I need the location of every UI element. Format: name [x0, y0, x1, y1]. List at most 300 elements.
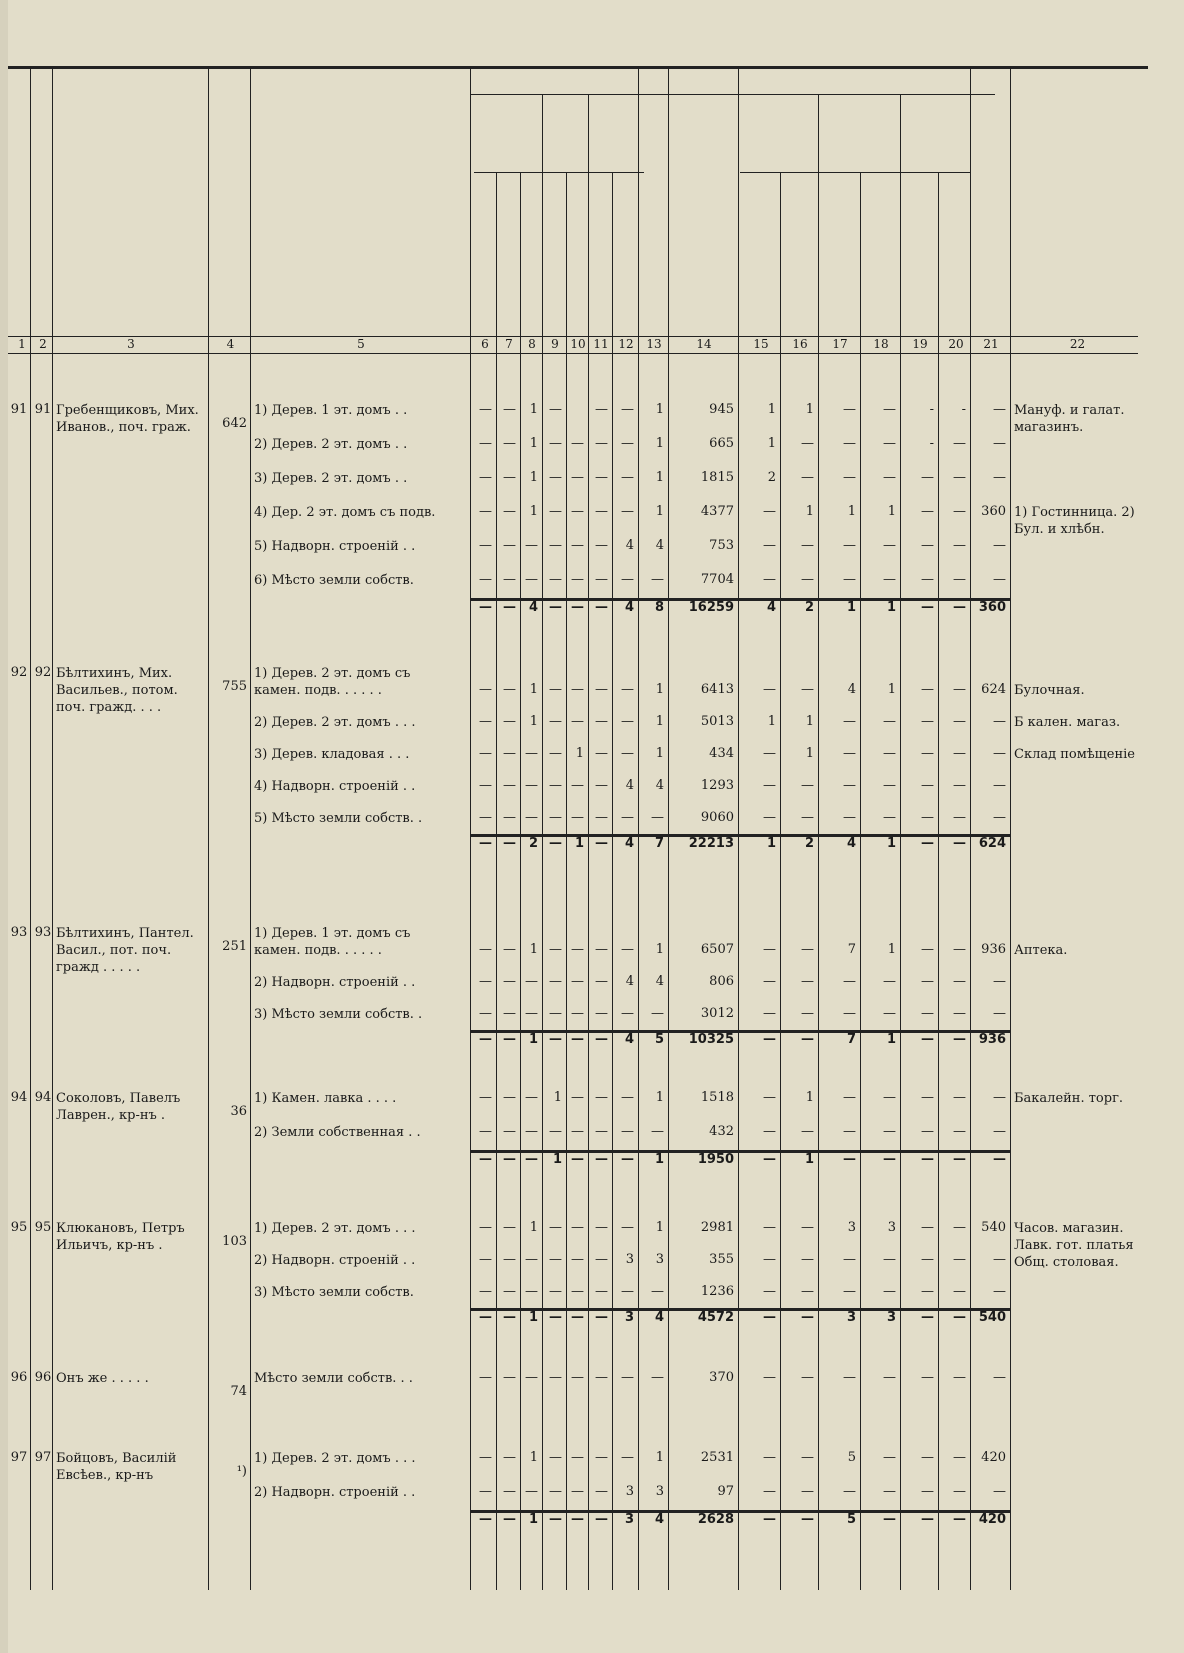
value-cell: —: [953, 1484, 966, 1499]
value-cell: —: [525, 1090, 538, 1105]
property-name: 1) Дерев. 1 эт. домъ . .: [254, 403, 408, 418]
subtotal-cell: 1: [886, 836, 896, 851]
value-cell: —: [921, 1220, 934, 1235]
value-cell: —: [993, 1284, 1006, 1299]
value-cell: 1: [655, 470, 664, 485]
value-cell: —: [921, 810, 934, 825]
subtotal-cell: —: [503, 836, 516, 851]
value-cell: —: [549, 942, 562, 957]
value-cell: —: [525, 572, 538, 587]
value-cell: —: [595, 942, 608, 957]
column-rule: [638, 66, 639, 1590]
value-cell: 1: [529, 436, 538, 451]
column-number: 4: [226, 337, 235, 351]
trade-name: Склад помѣщеніе: [1014, 747, 1135, 762]
subtotal-cell: —: [503, 600, 516, 615]
value-cell: —: [595, 1090, 608, 1105]
value-cell: —: [549, 1252, 562, 1267]
value-cell: —: [621, 1090, 634, 1105]
land-area: 36: [230, 1104, 247, 1119]
value-cell: —: [549, 1006, 562, 1021]
column-number: 12: [618, 337, 634, 351]
value-cell: 753: [709, 538, 734, 553]
subtotal-cell: —: [595, 1310, 608, 1325]
subtotal-cell: —: [953, 600, 966, 615]
value-cell: —: [953, 746, 966, 761]
value-cell: —: [763, 1370, 776, 1385]
property-name: 1) Дерев. 1 эт. домъ съ камен. подв. . . . . .: [254, 926, 411, 958]
value-cell: —: [479, 974, 492, 989]
subtotal-cell: —: [549, 1032, 562, 1047]
value-cell: —: [993, 572, 1006, 587]
value-cell: —: [503, 402, 516, 417]
value-cell: —: [621, 1220, 634, 1235]
property-name: 6) Мѣсто земли собств.: [254, 573, 414, 588]
trade-name: Булочная.: [1014, 683, 1085, 698]
column-rule: [208, 66, 209, 1590]
value-cell: —: [763, 1006, 776, 1021]
value-cell: —: [549, 1220, 562, 1235]
subtotal-cell: 2628: [697, 1512, 734, 1527]
value-cell: 9060: [700, 810, 734, 825]
value-cell: —: [503, 1006, 516, 1021]
value-cell: —: [763, 1220, 776, 1235]
property-name: 2) Земли собственная . .: [254, 1125, 421, 1140]
value-cell: —: [503, 1370, 516, 1385]
value-cell: —: [503, 1124, 516, 1139]
value-cell: —: [801, 974, 814, 989]
column-number: 17: [832, 337, 848, 351]
value-cell: —: [503, 1284, 516, 1299]
subtotal-cell: —: [503, 1512, 516, 1527]
value-cell: —: [921, 538, 934, 553]
value-cell: —: [503, 538, 516, 553]
owner-name: Онъ же . . . . .: [56, 1371, 149, 1386]
land-area: ¹): [236, 1464, 247, 1479]
value-cell: —: [595, 682, 608, 697]
column-number: 18: [873, 337, 889, 351]
subtotal-cell: —: [503, 1310, 516, 1325]
column-number: 16: [792, 337, 808, 351]
value-cell: —: [883, 402, 896, 417]
subtotal-cell: 4: [654, 1512, 664, 1527]
value-cell: 1: [655, 402, 664, 417]
value-cell: —: [843, 1090, 856, 1105]
land-area: 642: [222, 416, 247, 431]
value-cell: 4: [847, 682, 856, 697]
value-cell: —: [953, 714, 966, 729]
subtotal-cell: —: [571, 1032, 584, 1047]
value-cell: 1: [655, 1090, 664, 1105]
value-cell: —: [993, 470, 1006, 485]
column-number: 6: [481, 337, 489, 351]
value-cell: 355: [709, 1252, 734, 1267]
value-cell: 1: [655, 714, 664, 729]
value-cell: 420: [981, 1450, 1006, 1465]
value-cell: —: [525, 1284, 538, 1299]
subtotal-cell: —: [763, 1310, 776, 1325]
top-rule: [8, 66, 1148, 69]
value-cell: —: [595, 1284, 608, 1299]
subtotal-cell: —: [571, 1152, 584, 1167]
value-cell: —: [571, 1090, 584, 1105]
value-cell: —: [479, 1006, 492, 1021]
column-rule: [588, 94, 589, 1590]
value-cell: —: [763, 810, 776, 825]
value-cell: —: [763, 682, 776, 697]
subtotal-cell: 3: [624, 1512, 634, 1527]
value-cell: —: [801, 1370, 814, 1385]
value-cell: —: [953, 810, 966, 825]
value-cell: —: [993, 1484, 1006, 1499]
value-cell: —: [843, 402, 856, 417]
subtotal-cell: —: [763, 1152, 776, 1167]
column-number: 7: [505, 337, 513, 351]
value-cell: —: [479, 810, 492, 825]
value-cell: —: [883, 1284, 896, 1299]
value-cell: 1: [529, 470, 538, 485]
property-name: 5) Мѣсто земли собств. .: [254, 811, 423, 826]
value-cell: —: [801, 942, 814, 957]
subtotal-cell: 936: [978, 1032, 1006, 1047]
value-cell: 1815: [700, 470, 734, 485]
value-cell: —: [595, 436, 608, 451]
value-cell: —: [843, 746, 856, 761]
value-cell: 1: [655, 942, 664, 957]
plan-number: 96: [34, 1370, 52, 1385]
header-v12: [614, 180, 634, 330]
value-cell: 6413: [700, 682, 734, 697]
subtotal-cell: —: [921, 1152, 934, 1167]
value-cell: —: [479, 778, 492, 793]
value-cell: —: [993, 436, 1006, 451]
value-cell: —: [921, 1090, 934, 1105]
value-cell: —: [883, 1124, 896, 1139]
value-cell: —: [993, 538, 1006, 553]
subtotal-cell: 2: [528, 836, 538, 851]
header-v15: [748, 190, 768, 330]
value-cell: —: [651, 1006, 664, 1021]
value-cell: —: [571, 436, 584, 451]
owner-name: Бѣлтихинъ, Пантел. Васил., пот. поч. гражд . . . . .: [56, 926, 194, 975]
subtotal-cell: —: [621, 1152, 634, 1167]
value-cell: —: [801, 1220, 814, 1235]
subtotal-cell: —: [479, 1310, 492, 1325]
header-land: [208, 70, 250, 332]
value-cell: —: [503, 1220, 516, 1235]
value-cell: —: [621, 402, 634, 417]
value-cell: 806: [709, 974, 734, 989]
value-cell: —: [921, 1006, 934, 1021]
value-cell: —: [503, 1090, 516, 1105]
inventory-number: 93: [10, 925, 28, 940]
value-cell: —: [571, 1220, 584, 1235]
value-cell: —: [525, 538, 538, 553]
value-cell: —: [549, 538, 562, 553]
value-cell: —: [843, 974, 856, 989]
value-cell: —: [921, 778, 934, 793]
value-cell: —: [993, 1252, 1006, 1267]
subtotal-cell: —: [549, 1512, 562, 1527]
subtotal-cell: —: [571, 600, 584, 615]
value-cell: —: [953, 778, 966, 793]
value-cell: —: [571, 572, 584, 587]
value-cell: —: [763, 1450, 776, 1465]
value-cell: 3: [655, 1484, 664, 1499]
column-number: 9: [551, 337, 559, 351]
value-cell: —: [953, 504, 966, 519]
value-cell: —: [571, 1370, 584, 1385]
subtotal-cell: —: [595, 1512, 608, 1527]
subtotal-cell: 1: [766, 836, 776, 851]
column-rule: [668, 66, 669, 1590]
value-cell: —: [763, 504, 776, 519]
value-cell: —: [525, 778, 538, 793]
value-cell: 1: [553, 1090, 562, 1105]
column-rule: [250, 66, 251, 1590]
value-cell: —: [953, 1220, 966, 1235]
property-name: 4) Дер. 2 эт. домъ съ подв.: [254, 505, 436, 520]
subtotal-cell: 7: [654, 836, 664, 851]
subtotal-cell: 4: [624, 1032, 634, 1047]
value-cell: —: [549, 1450, 562, 1465]
value-cell: —: [883, 746, 896, 761]
value-cell: —: [479, 942, 492, 957]
value-cell: —: [479, 1220, 492, 1235]
value-cell: 360: [981, 504, 1006, 519]
inventory-number: 91: [10, 402, 28, 417]
value-cell: —: [595, 538, 608, 553]
value-cell: —: [479, 1370, 492, 1385]
value-cell: —: [801, 1006, 814, 1021]
value-cell: —: [883, 714, 896, 729]
header-v17: [826, 190, 846, 330]
value-cell: —: [921, 942, 934, 957]
value-cell: —: [921, 1450, 934, 1465]
header-sub-service: [596, 100, 616, 170]
value-cell: 3: [625, 1252, 634, 1267]
value-cell: —: [993, 746, 1006, 761]
value-cell: —: [525, 810, 538, 825]
value-cell: —: [549, 470, 562, 485]
value-cell: —: [571, 714, 584, 729]
value-cell: 1: [529, 402, 538, 417]
column-number: 2: [39, 337, 47, 351]
value-cell: —: [993, 714, 1006, 729]
subtotal-cell: 2: [804, 600, 814, 615]
value-cell: 5013: [700, 714, 734, 729]
value-cell: —: [651, 1284, 664, 1299]
value-cell: —: [651, 810, 664, 825]
value-cell: —: [843, 1006, 856, 1021]
header-v21: [974, 90, 1004, 330]
value-cell: 434: [709, 746, 734, 761]
subtotal-cell: 1: [528, 1032, 538, 1047]
value-cell: 540: [981, 1220, 1006, 1235]
column-number: 22: [1069, 337, 1086, 351]
value-cell: —: [503, 942, 516, 957]
value-cell: —: [843, 436, 856, 451]
value-cell: —: [479, 572, 492, 587]
value-cell: —: [549, 974, 562, 989]
subtotal-cell: 10325: [688, 1032, 734, 1047]
value-cell: —: [571, 682, 584, 697]
value-cell: —: [953, 682, 966, 697]
value-cell: 1: [847, 504, 856, 519]
property-name: 2) Дерев. 2 эт. домъ . .: [254, 437, 408, 452]
subtotal-cell: 624: [978, 836, 1006, 851]
value-cell: —: [843, 778, 856, 793]
value-cell: 1: [655, 1220, 664, 1235]
column-number: 5: [357, 337, 365, 351]
value-cell: 3: [847, 1220, 856, 1235]
subtotal-cell: 540: [978, 1310, 1006, 1325]
header-v14: [672, 72, 732, 334]
value-cell: 1: [655, 746, 664, 761]
value-cell: —: [993, 810, 1006, 825]
value-cell: —: [571, 974, 584, 989]
value-cell: —: [651, 572, 664, 587]
value-cell: —: [503, 1252, 516, 1267]
value-cell: —: [801, 682, 814, 697]
value-cell: —: [883, 1090, 896, 1105]
value-cell: 1: [529, 942, 538, 957]
value-cell: —: [883, 436, 896, 451]
subtotal-cell: —: [883, 1512, 896, 1527]
subtotal-cell: 4: [766, 600, 776, 615]
value-cell: —: [479, 1284, 492, 1299]
value-cell: —: [479, 470, 492, 485]
value-cell: —: [883, 1450, 896, 1465]
value-cell: 1236: [700, 1284, 734, 1299]
value-cell: —: [503, 974, 516, 989]
subtotal-cell: —: [479, 1512, 492, 1527]
value-cell: —: [503, 746, 516, 761]
subtotal-cell: —: [479, 600, 492, 615]
value-cell: —: [801, 436, 814, 451]
value-cell: —: [883, 572, 896, 587]
value-cell: —: [595, 714, 608, 729]
value-cell: —: [993, 974, 1006, 989]
subtotal-cell: —: [479, 1152, 492, 1167]
column-rule: [970, 66, 971, 1590]
value-cell: —: [843, 1484, 856, 1499]
inventory-number: 92: [10, 665, 28, 680]
subtotal-cell: —: [571, 1310, 584, 1325]
header-v7: [502, 180, 522, 330]
value-cell: —: [921, 746, 934, 761]
column-rule: [738, 66, 739, 1590]
subtotal-cell: 3: [886, 1310, 896, 1325]
value-cell: —: [595, 504, 608, 519]
inventory-number: 95: [10, 1220, 28, 1235]
value-cell: 2981: [700, 1220, 734, 1235]
column-number: 11: [593, 337, 609, 351]
subtotal-cell: —: [953, 1310, 966, 1325]
land-area: 74: [230, 1384, 247, 1399]
property-name: 1) Камен. лавка . . . .: [254, 1091, 397, 1106]
value-cell: —: [801, 1124, 814, 1139]
subtotal-cell: 1: [846, 600, 856, 615]
value-cell: —: [503, 810, 516, 825]
subtotal-cell: —: [843, 1152, 856, 1167]
value-cell: —: [595, 974, 608, 989]
header-v19: [904, 190, 924, 330]
value-cell: 1: [767, 402, 776, 417]
value-cell: —: [621, 714, 634, 729]
value-cell: —: [763, 778, 776, 793]
value-cell: —: [571, 1252, 584, 1267]
column-number: 19: [912, 337, 928, 351]
value-cell: —: [571, 1284, 584, 1299]
value-cell: 1: [655, 436, 664, 451]
value-cell: 1: [887, 942, 896, 957]
value-cell: —: [595, 778, 608, 793]
value-cell: —: [595, 572, 608, 587]
header-v16: [780, 170, 810, 330]
subtotal-cell: 2: [804, 836, 814, 851]
value-cell: —: [503, 778, 516, 793]
value-cell: —: [883, 974, 896, 989]
header-v10: [568, 180, 588, 330]
column-number: 3: [127, 337, 135, 351]
value-cell: —: [843, 572, 856, 587]
subtotal-cell: —: [525, 1152, 538, 1167]
subtotal-cell: —: [595, 1032, 608, 1047]
value-cell: 4: [625, 538, 634, 553]
value-cell: 1: [887, 682, 896, 697]
value-cell: —: [801, 470, 814, 485]
value-cell: —: [621, 1450, 634, 1465]
column-rule: [30, 66, 31, 1590]
value-cell: —: [843, 714, 856, 729]
trade-name: Б кален. магаз.: [1014, 715, 1121, 730]
value-cell: —: [763, 572, 776, 587]
value-cell: —: [549, 714, 562, 729]
value-cell: —: [503, 436, 516, 451]
land-area: 251: [222, 939, 247, 954]
subtotal-cell: 1: [552, 1152, 562, 1167]
value-cell: —: [953, 1450, 966, 1465]
value-cell: —: [571, 470, 584, 485]
owner-name: Клюкановъ, Петръ Ильичъ, кр-нъ .: [56, 1221, 185, 1253]
value-cell: 1: [529, 714, 538, 729]
value-cell: —: [843, 1370, 856, 1385]
value-cell: —: [479, 714, 492, 729]
value-cell: 5: [847, 1450, 856, 1465]
colnum-rule: [8, 353, 1138, 354]
value-cell: 4: [655, 974, 664, 989]
plan-number: 93: [34, 925, 52, 940]
column-rule: [496, 172, 497, 1590]
subtotal-cell: 420: [978, 1512, 1006, 1527]
value-cell: —: [993, 402, 1006, 417]
value-cell: —: [621, 942, 634, 957]
value-cell: —: [525, 1252, 538, 1267]
column-rule: [938, 172, 939, 1590]
value-cell: 1: [575, 746, 584, 761]
value-cell: —: [549, 778, 562, 793]
value-cell: 936: [981, 942, 1006, 957]
value-cell: —: [479, 1484, 492, 1499]
subtotal-cell: —: [503, 1152, 516, 1167]
value-cell: 4377: [700, 504, 734, 519]
subtotal-cell: —: [763, 1032, 776, 1047]
subtotal-cell: 4572: [697, 1310, 734, 1325]
value-cell: 4: [625, 974, 634, 989]
header-v9: [546, 180, 566, 330]
subtotal-cell: —: [595, 1152, 608, 1167]
